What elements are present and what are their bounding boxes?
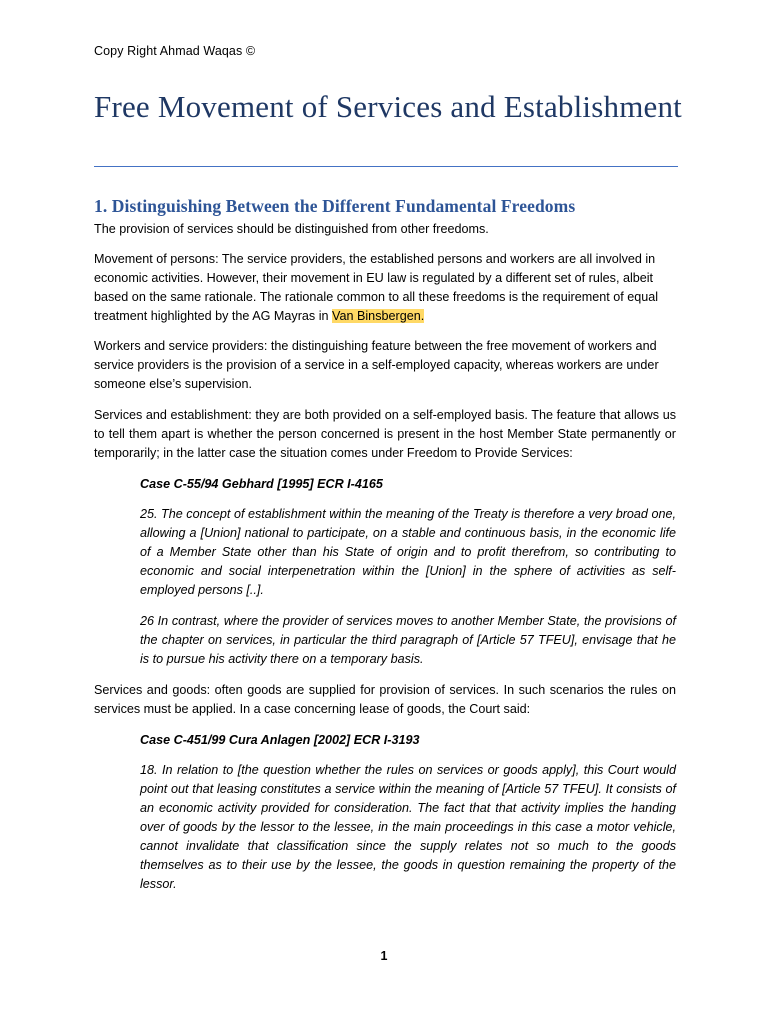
- intro-paragraph: The provision of services should be distinguished from other freedoms.: [94, 222, 489, 236]
- case-title-cura-anlagen: Case C-451/99 Cura Anlagen [2002] ECR I-3193: [140, 733, 420, 747]
- case-title-gebhard: Case C-55/94 Gebhard [1995] ECR I-4165: [140, 477, 383, 491]
- section-heading: 1. Distinguishing Between the Different Fundamental Freedoms: [94, 196, 576, 216]
- document-title: Free Movement of Services and Establishment: [94, 89, 682, 124]
- highlighted-case-name: Van Binsbergen.: [332, 309, 425, 323]
- paragraph-movement-of-persons: [94, 250, 676, 326]
- paragraph-services-and-establishment: Services and establishment: they are both provided on a self-employed basis. The feature that allows us to tell them apart is whether the person concerned is present in the host Member State permanently or temporarily; in the latter case the situation comes under Freedom to Provide Services:: [94, 408, 676, 460]
- quote-paragraph-18: 18. In relation to [the question whether the rules on services or goods apply], this Court would point out that leasing constitutes a service within the meaning of [Article 57 TFEU]. It consists of an economic activity provided for consideration. The fact that that activity implies the handing over of goods by the lessor to the lessee, in the main proceedings in this case a motor vehicle, cannot invalidate that classification since the supply relates not so much to the goods themselves as to their use by the lessee, the goods in question remaining the property of the lessor.: [140, 763, 676, 891]
- paragraph-services-and-goods: Services and goods: often goods are supplied for provision of services. In such scenarios the rules on services must be applied. In a case concerning lease of goods, the Court said:: [94, 683, 676, 716]
- paragraph-workers-and-service-providers: Workers and service providers: the distinguishing feature between the free movement of workers and service providers is the provision of a service in a self-employed capacity, whereas workers are under someone else’s supervision.: [94, 339, 659, 391]
- quote-paragraph-25: 25. The concept of establishment within the meaning of the Treaty is therefore a very broad one, allowing a [Union] national to participate, on a stable and continuous basis, in the economic life of a Member State other than his State of origin and to profit therefrom, so contributing to economic and social interpenetration within the [Union] in the sphere of activities as self-employed persons [..].: [140, 507, 676, 597]
- quote-paragraph-26: 26 In contrast, where the provider of services moves to another Member State, the provisions of the chapter on services, in particular the third paragraph of [Article 57 TFEU], envisage that he is to pursue his activity there on a temporary basis.: [140, 614, 676, 666]
- page-number: 1: [380, 949, 388, 963]
- copyright-notice: Copy Right Ahmad Waqas ©: [94, 44, 256, 58]
- title-underline: [94, 166, 678, 167]
- paragraph-text: Movement of persons: The service providers, the established persons and workers are all involved in economic activities. However, their movement in EU law is regulated by a different set of rules, albeit based on the same rationale. The rationale common to all these freedoms is the requirement of equal treatment highlighted by the AG Mayras in: [94, 252, 659, 323]
